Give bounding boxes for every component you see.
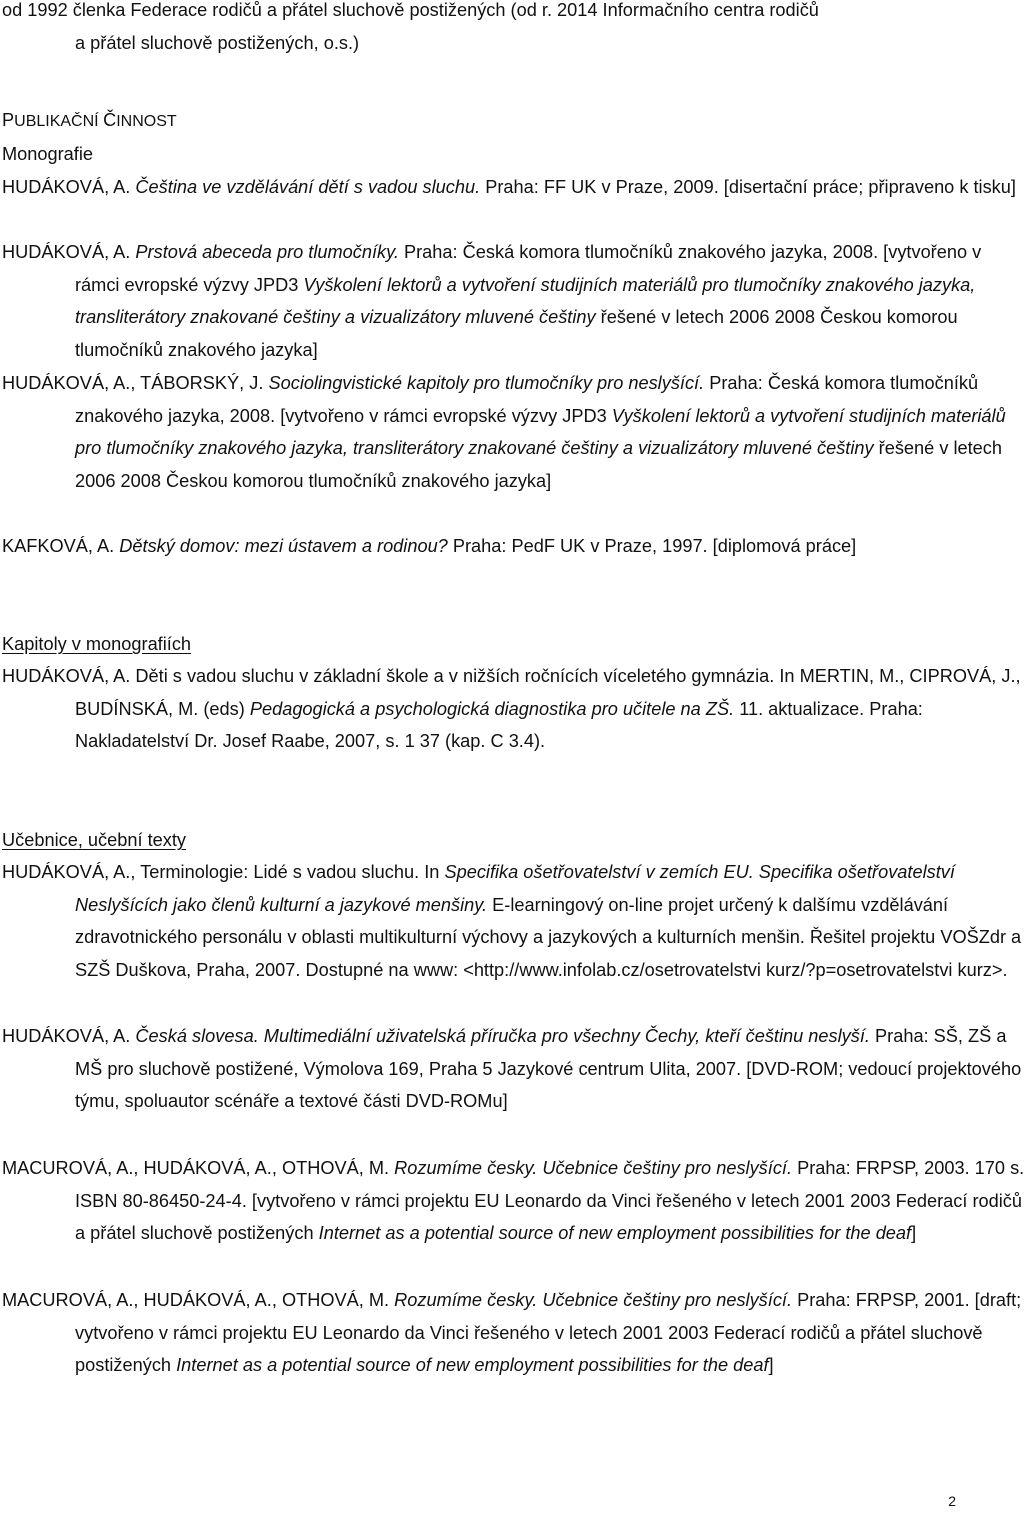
section-heading-publikacni-cinnost: PUBLIKAČNÍ ČINNOST: [2, 110, 177, 130]
heading-kapitoly-v-monografiich: Kapitoly v monografiích: [2, 634, 192, 654]
heading-monografie: Monografie: [2, 144, 93, 164]
bib-entry-monografie-3: HUDÁKOVÁ, A., TÁBORSKÝ, J. Sociolingvistické kapitoly pro tlumočníky pro neslyšící. Praha: Česká komora tlumočníků znakového jazyka, 2008. [vytvořeno v rámci evropské výzvy JPD3 Vyškolení lektorů a vytvoření studijních materiálů pro tlumočníky znakového jazyka, transliterátory znakované češtiny a vizualizátory mluvené češtiny řešené v letech 2006 2008 Českou komorou tlumočníků znakového jazyka]: [2, 373, 1006, 492]
bib-entry-monografie-2: HUDÁKOVÁ, A. Prstová abeceda pro tlumočníky. Praha: Česká komora tlumočníků znakového jazyka, 2008. [vytvořeno v rámci evropské výzvy JPD3 Vyškolení lektorů a vytvoření studijních materiálů pro tlumočníky znakového jazyka, transliterátory znakované češtiny a vizualizátory mluvené češtiny řešené v letech 2006 2008 Českou komorou tlumočníků znakového jazyka]: [2, 242, 982, 361]
bib-entry-ucebnice-3: MACUROVÁ, A., HUDÁKOVÁ, A., OTHOVÁ, M. Rozumíme česky. Učebnice češtiny pro neslyšící. Praha: FRPSP, 2003. 170 s. ISBN 80-86450-24-4. [vytvořeno v rámci projektu EU Leonardo da Vinci řešeného v letech 2001 2003 Federací rodičů a přátel sluchově postižených Internet as a potential source of new employment possibilities for the deaf]: [2, 1158, 1025, 1244]
intro-line-1: od 1992 členka Federace rodičů a přátel sluchově postižených (od r. 2014 Informačního centra rodičů: [2, 0, 819, 20]
intro-line-2: a přátel sluchově postižených, o.s.): [75, 33, 360, 53]
bib-entry-monografie-1: HUDÁKOVÁ, A. Čeština ve vzdělávání dětí s vadou sluchu. Praha: FF UK v Praze, 2009. [disertační práce; připraveno k tisku]: [2, 177, 1016, 197]
page-number: 2: [948, 1493, 956, 1509]
heading-ucebnice-ucebni-texty: Učebnice, učební texty: [2, 830, 186, 850]
bib-entry-ucebnice-2: HUDÁKOVÁ, A. Česká slovesa. Multimediální uživatelská příručka pro všechny Čechy, kteří češtinu neslyší. Praha: SŠ, ZŠ a MŠ pro sluchově postižené, Výmolova 169, Praha 5 Jazykové centrum Ulita, 2007. [DVD-ROM; vedoucí projektového týmu, spoluautor scénáře a textové části DVD-ROMu]: [2, 1026, 1022, 1112]
bib-entry-ucebnice-4: MACUROVÁ, A., HUDÁKOVÁ, A., OTHOVÁ, M. Rozumíme česky. Učebnice češtiny pro neslyšící. Praha: FRPSP, 2001. [draft; vytvořeno v rámci projektu EU Leonardo da Vinci řešeného v letech 2001 2003 Federací rodičů a přátel sluchově postižených Internet as a potential source of new employment possibilities for the deaf]: [2, 1290, 1022, 1376]
bib-entry-monografie-4: KAFKOVÁ, A. Dětský domov: mezi ústavem a rodinou? Praha: PedF UK v Praze, 1997. [diplomová práce]: [2, 536, 857, 556]
bib-entry-kapitola-1: HUDÁKOVÁ, A. Děti s vadou sluchu v základní škole a v nižších ročnících víceletého gymnázia. In MERTIN, M., CIPROVÁ, J., BUDÍNSKÁ, M. (eds) Pedagogická a psychologická diagnostika pro učitele na ZŠ. 11. aktualizace. Praha: Nakladatelství Dr. Josef Raabe, 2007, s. 1 37 (kap. C 3.4).: [2, 666, 1021, 752]
bib-entry-ucebnice-1: HUDÁKOVÁ, A., Terminologie: Lidé s vadou sluchu. In Specifika ošetřovatelství v zemích EU. Specifika ošetřovatelství Neslyšících jako členů kulturní a jazykové menšiny. E-learningový on-line projet určený k dalšímu vzdělávání zdravotnického personálu v oblasti multikulturní výchovy a jazykových a kulturních menšin. Řešitel projektu VOŠZdr a SZŠ Duškova, Praha, 2007. Dostupné na www: <http://www.infolab.cz/osetrovatelstvi kurz/?p=osetrovatelstvi kurz>.: [2, 862, 1022, 981]
